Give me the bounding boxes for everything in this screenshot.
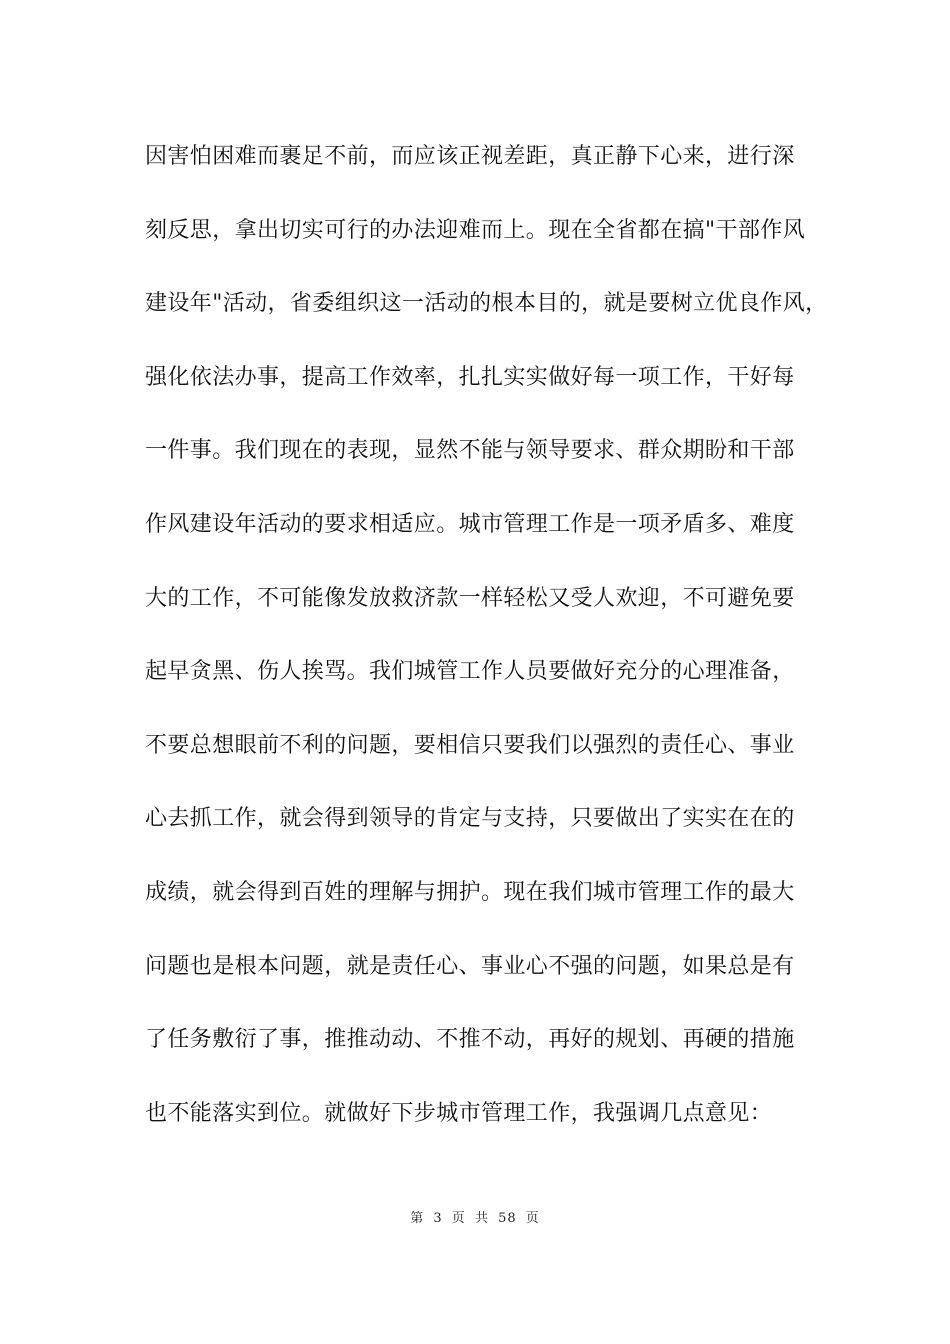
text-line: 建设年"活动，省委组织这一活动的根本目的，就是要树立优良作风，	[145, 291, 828, 317]
text-line: 大的工作，不可能像发放救济款一样轻松又受人欢迎，不可避免要	[145, 585, 795, 611]
body-paragraph	[145, 133, 828, 1163]
text-line: 也不能落实到位。就做好下步城市管理工作，我强调几点意见：	[145, 1100, 773, 1126]
text-line: 因害怕困难而裹足不前，而应该正视差距，真正静下心来，进行深	[145, 144, 795, 169]
text-line: 心去抓工作，就会得到领导的肯定与支持，只要做出了实实在在的	[145, 806, 795, 832]
text-line: 不要总想眼前不利的问题，要相信只要我们以强烈的责任心、事业	[145, 732, 795, 758]
text-line: 了任务敷衍了事，推推动动、不推不动，再好的规划、再硬的措施	[145, 1027, 795, 1053]
footer-suffix: 页	[525, 1211, 540, 1226]
text-line: 作风建设年活动的要求相适应。城市管理工作是一项矛盾多、难度	[145, 511, 795, 537]
text-line: 问题也是根本问题，就是责任心、事业心不强的问题，如果总是有	[145, 953, 795, 979]
footer-page-unit: 页	[451, 1211, 466, 1226]
text-line: 刻反思，拿出切实可行的办法迎难而上。现在全省都在搞"干部作风	[145, 217, 806, 243]
text-line: 起早贪黑、伤人挨骂。我们城管工作人员要做好充分的心理准备，	[145, 659, 795, 685]
text-line: 一件事。我们现在的表现，显然不能与领导要求、群众期盼和干部	[145, 438, 795, 464]
footer-total-label: 共	[474, 1211, 489, 1226]
footer-prefix: 第	[410, 1211, 425, 1226]
text-line: 强化依法办事，提高工作效率，扎扎实实做好每一项工作，干好每	[145, 364, 795, 390]
text-line: 成绩，就会得到百姓的理解与拥护。现在我们城市管理工作的最大	[145, 879, 795, 905]
page-footer	[0, 1207, 950, 1226]
footer-current-page: 3	[433, 1211, 443, 1226]
footer-total-pages: 58	[498, 1211, 517, 1226]
